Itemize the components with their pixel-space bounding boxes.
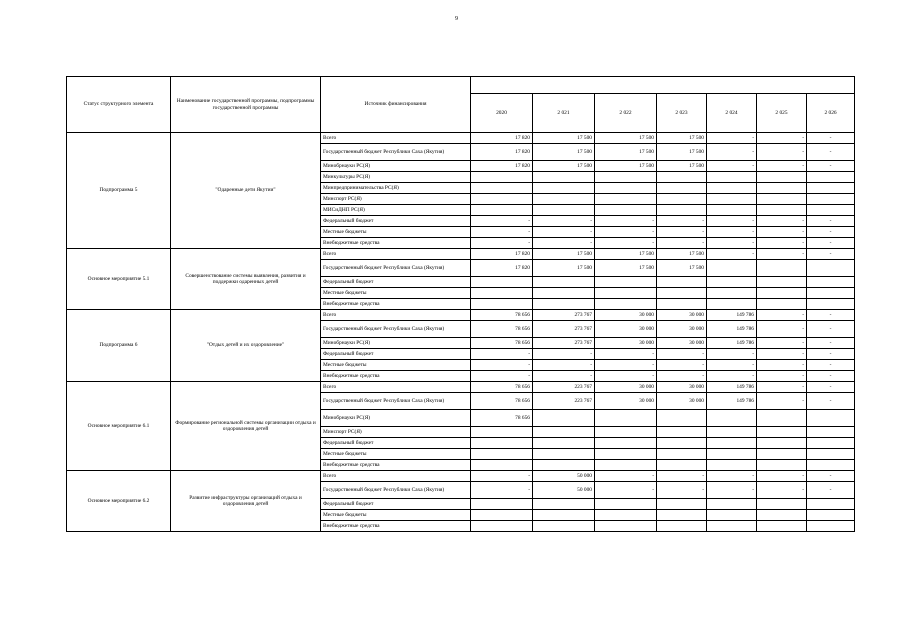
amount-cell	[757, 510, 807, 521]
amount-cell: 17 500	[533, 249, 595, 260]
amount-cell: 273 767	[533, 321, 595, 338]
amount-cell: -	[657, 216, 707, 227]
amount-cell: -	[757, 227, 807, 238]
funding-source: Минобрнауки РС(Я)	[321, 410, 471, 427]
amount-cell: -	[533, 216, 595, 227]
amount-cell: -	[471, 371, 533, 382]
amount-cell	[807, 288, 855, 299]
amount-cell: -	[657, 349, 707, 360]
amount-cell	[757, 277, 807, 288]
amount-cell: -	[471, 227, 533, 238]
amount-cell	[707, 299, 757, 310]
amount-cell: -	[595, 349, 657, 360]
header-year: 2 024	[707, 94, 757, 133]
amount-cell: -	[595, 371, 657, 382]
amount-cell	[471, 299, 533, 310]
amount-cell	[595, 410, 657, 427]
amount-cell: -	[757, 310, 807, 321]
amount-cell	[471, 194, 533, 205]
amount-cell: 17 500	[533, 144, 595, 161]
funding-source: Всего	[321, 310, 471, 321]
table-row	[67, 382, 855, 393]
amount-cell: 273 767	[533, 338, 595, 349]
funding-source: Местные бюджеты	[321, 227, 471, 238]
amount-cell	[657, 299, 707, 310]
amount-cell	[807, 510, 855, 521]
amount-cell	[471, 438, 533, 449]
amount-cell	[533, 194, 595, 205]
amount-cell: 17 500	[533, 133, 595, 144]
amount-cell: -	[657, 238, 707, 249]
amount-cell: -	[471, 471, 533, 482]
amount-cell: 50 000	[533, 482, 595, 499]
amount-cell: 30 000	[595, 382, 657, 393]
funding-source: Всего	[321, 471, 471, 482]
amount-cell	[471, 510, 533, 521]
amount-cell	[595, 449, 657, 460]
structural-element-status: Основное мероприятие 5.1	[67, 249, 171, 310]
amount-cell	[757, 183, 807, 194]
table-header	[67, 77, 855, 133]
amount-cell: 17 500	[595, 249, 657, 260]
amount-cell	[471, 288, 533, 299]
amount-cell	[707, 510, 757, 521]
amount-cell	[807, 427, 855, 438]
amount-cell	[757, 172, 807, 183]
amount-cell: -	[807, 227, 855, 238]
amount-cell	[657, 427, 707, 438]
table-body	[67, 133, 855, 532]
amount-cell	[807, 172, 855, 183]
amount-cell	[707, 183, 757, 194]
funding-source: Минпредпринимательства РС(Я)	[321, 183, 471, 194]
amount-cell	[757, 194, 807, 205]
header-year: 2 021	[533, 94, 595, 133]
amount-cell	[807, 260, 855, 277]
amount-cell: -	[757, 238, 807, 249]
header-years-group	[471, 77, 855, 94]
amount-cell	[707, 449, 757, 460]
amount-cell: 30 000	[595, 393, 657, 410]
amount-cell: -	[807, 471, 855, 482]
amount-cell	[471, 277, 533, 288]
amount-cell	[657, 499, 707, 510]
amount-cell: 78 656	[471, 393, 533, 410]
amount-cell: 30 000	[657, 382, 707, 393]
amount-cell: -	[595, 216, 657, 227]
amount-cell	[533, 460, 595, 471]
amount-cell: -	[807, 310, 855, 321]
amount-cell	[657, 183, 707, 194]
funding-source: Внебюджетные средства	[321, 299, 471, 310]
amount-cell: -	[757, 144, 807, 161]
amount-cell: -	[595, 482, 657, 499]
amount-cell	[757, 427, 807, 438]
amount-cell	[807, 460, 855, 471]
amount-cell: 50 000	[533, 471, 595, 482]
header-year: 2 022	[595, 94, 657, 133]
amount-cell: -	[595, 227, 657, 238]
amount-cell	[595, 183, 657, 194]
structural-element-status: Подпрограмма 5	[67, 133, 171, 249]
header-year: 2 026	[807, 94, 855, 133]
amount-cell	[807, 521, 855, 532]
amount-cell: -	[657, 471, 707, 482]
funding-source: Федеральный бюджет	[321, 349, 471, 360]
amount-cell: -	[757, 133, 807, 144]
funding-source: Минкультуры РС(Я)	[321, 172, 471, 183]
table-row	[67, 310, 855, 321]
amount-cell	[807, 499, 855, 510]
amount-cell: -	[757, 471, 807, 482]
amount-cell: -	[757, 371, 807, 382]
amount-cell: -	[707, 238, 757, 249]
amount-cell: -	[533, 371, 595, 382]
amount-cell: -	[595, 471, 657, 482]
amount-cell	[657, 288, 707, 299]
header-status: Статус структурного элемента	[67, 77, 171, 133]
amount-cell	[471, 427, 533, 438]
amount-cell	[533, 205, 595, 216]
amount-cell: -	[471, 216, 533, 227]
amount-cell: -	[757, 161, 807, 172]
amount-cell: -	[595, 360, 657, 371]
amount-cell	[533, 438, 595, 449]
amount-cell	[707, 521, 757, 532]
funding-source: Всего	[321, 382, 471, 393]
amount-cell: 17 500	[595, 133, 657, 144]
amount-cell: 78 656	[471, 338, 533, 349]
amount-cell: -	[707, 471, 757, 482]
amount-cell	[807, 205, 855, 216]
header-year: 2 025	[757, 94, 807, 133]
amount-cell: -	[707, 216, 757, 227]
amount-cell: 149 786	[707, 338, 757, 349]
amount-cell	[595, 288, 657, 299]
amount-cell	[707, 205, 757, 216]
funding-source: Местные бюджеты	[321, 449, 471, 460]
amount-cell: 223 767	[533, 393, 595, 410]
amount-cell	[471, 183, 533, 194]
funding-source: Государственный бюджет Республики Саха (Якутия)	[321, 260, 471, 277]
amount-cell: 78 656	[471, 382, 533, 393]
amount-cell: 149 786	[707, 310, 757, 321]
amount-cell	[595, 427, 657, 438]
table-row	[67, 471, 855, 482]
amount-cell: -	[657, 371, 707, 382]
amount-cell	[657, 510, 707, 521]
program-name: "Одаренные дети Якутии"	[171, 133, 321, 249]
amount-cell: 17 820	[471, 133, 533, 144]
amount-cell: -	[595, 238, 657, 249]
amount-cell	[595, 438, 657, 449]
amount-cell: -	[757, 360, 807, 371]
amount-cell: -	[757, 216, 807, 227]
amount-cell: 30 000	[595, 338, 657, 349]
amount-cell	[657, 449, 707, 460]
amount-cell	[707, 172, 757, 183]
amount-cell	[757, 521, 807, 532]
table-row	[67, 133, 855, 144]
funding-source: Местные бюджеты	[321, 360, 471, 371]
amount-cell	[595, 277, 657, 288]
amount-cell: -	[807, 216, 855, 227]
funding-source: Местные бюджеты	[321, 510, 471, 521]
amount-cell	[707, 288, 757, 299]
header-program-name: Наименование государственной программы, подпрограммы государственной программы	[171, 77, 321, 133]
amount-cell	[471, 449, 533, 460]
amount-cell: -	[757, 249, 807, 260]
amount-cell: -	[707, 249, 757, 260]
amount-cell	[533, 510, 595, 521]
amount-cell	[757, 499, 807, 510]
amount-cell	[533, 183, 595, 194]
amount-cell	[533, 499, 595, 510]
amount-cell: -	[757, 349, 807, 360]
amount-cell	[533, 410, 595, 427]
amount-cell: -	[807, 360, 855, 371]
amount-cell: -	[657, 227, 707, 238]
amount-cell	[707, 438, 757, 449]
structural-element-status: Основное мероприятие 6.2	[67, 471, 171, 532]
amount-cell: -	[707, 144, 757, 161]
amount-cell: 30 000	[657, 338, 707, 349]
amount-cell: -	[807, 349, 855, 360]
amount-cell	[757, 410, 807, 427]
amount-cell: 17 500	[657, 144, 707, 161]
amount-cell: -	[533, 227, 595, 238]
amount-cell: -	[807, 393, 855, 410]
amount-cell	[757, 449, 807, 460]
amount-cell	[471, 460, 533, 471]
amount-cell	[595, 172, 657, 183]
amount-cell	[707, 427, 757, 438]
funding-source: Внебюджетные средства	[321, 460, 471, 471]
amount-cell: -	[807, 161, 855, 172]
amount-cell: 17 820	[471, 161, 533, 172]
amount-cell: -	[471, 349, 533, 360]
amount-cell: -	[707, 349, 757, 360]
amount-cell	[595, 194, 657, 205]
amount-cell: -	[757, 321, 807, 338]
amount-cell	[533, 288, 595, 299]
amount-cell	[657, 438, 707, 449]
amount-cell: -	[707, 482, 757, 499]
amount-cell: -	[471, 482, 533, 499]
amount-cell	[807, 410, 855, 427]
amount-cell	[707, 260, 757, 277]
amount-cell: -	[757, 382, 807, 393]
amount-cell: 30 000	[595, 321, 657, 338]
amount-cell	[807, 438, 855, 449]
funding-source: Государственный бюджет Республики Саха (Якутия)	[321, 393, 471, 410]
program-name: "Отдых детей и их оздоровление"	[171, 310, 321, 382]
amount-cell: -	[707, 371, 757, 382]
amount-cell: -	[707, 360, 757, 371]
amount-cell	[471, 205, 533, 216]
funding-source: Государственный бюджет Республики Саха (Якутия)	[321, 144, 471, 161]
amount-cell	[757, 438, 807, 449]
amount-cell	[657, 521, 707, 532]
amount-cell	[595, 299, 657, 310]
amount-cell: -	[807, 382, 855, 393]
program-name: Развитие инфраструктуры организаций отдыха и оздоровления детей	[171, 471, 321, 532]
amount-cell: 149 786	[707, 393, 757, 410]
amount-cell: -	[533, 349, 595, 360]
amount-cell: 30 000	[657, 321, 707, 338]
amount-cell	[807, 299, 855, 310]
financing-table	[66, 76, 855, 532]
amount-cell	[707, 499, 757, 510]
structural-element-status: Подпрограмма 6	[67, 310, 171, 382]
amount-cell: -	[757, 338, 807, 349]
amount-cell	[533, 277, 595, 288]
funding-source: Минобрнауки РС(Я)	[321, 338, 471, 349]
amount-cell: -	[807, 133, 855, 144]
amount-cell	[595, 510, 657, 521]
amount-cell: 17 500	[657, 260, 707, 277]
funding-source: Всего	[321, 249, 471, 260]
funding-source: Местные бюджеты	[321, 288, 471, 299]
amount-cell: -	[807, 144, 855, 161]
amount-cell	[657, 410, 707, 427]
amount-cell: -	[807, 249, 855, 260]
header-year: 2020	[471, 94, 533, 133]
amount-cell: 17 500	[595, 260, 657, 277]
amount-cell: -	[757, 393, 807, 410]
amount-cell: -	[471, 238, 533, 249]
amount-cell	[595, 205, 657, 216]
amount-cell	[595, 521, 657, 532]
amount-cell	[533, 521, 595, 532]
amount-cell	[595, 499, 657, 510]
amount-cell: -	[807, 321, 855, 338]
table-row	[67, 249, 855, 260]
amount-cell	[707, 410, 757, 427]
amount-cell	[657, 194, 707, 205]
amount-cell	[707, 460, 757, 471]
amount-cell	[595, 460, 657, 471]
amount-cell	[471, 499, 533, 510]
amount-cell	[657, 172, 707, 183]
amount-cell: 30 000	[657, 393, 707, 410]
amount-cell: -	[707, 227, 757, 238]
amount-cell: -	[807, 371, 855, 382]
amount-cell	[657, 277, 707, 288]
amount-cell	[807, 449, 855, 460]
funding-source: Федеральный бюджет	[321, 277, 471, 288]
amount-cell: 17 820	[471, 260, 533, 277]
amount-cell: -	[707, 161, 757, 172]
amount-cell: 30 000	[657, 310, 707, 321]
amount-cell	[757, 460, 807, 471]
amount-cell: 17 500	[595, 144, 657, 161]
amount-cell: 223 767	[533, 382, 595, 393]
amount-cell: -	[757, 482, 807, 499]
amount-cell	[757, 288, 807, 299]
funding-source: МИСиДНП РС(Я)	[321, 205, 471, 216]
page-number: 9	[455, 16, 458, 22]
amount-cell: 273 767	[533, 310, 595, 321]
amount-cell	[707, 194, 757, 205]
amount-cell: 17 500	[657, 133, 707, 144]
amount-cell	[657, 205, 707, 216]
funding-source: Всего	[321, 133, 471, 144]
funding-source: Федеральный бюджет	[321, 499, 471, 510]
amount-cell	[533, 172, 595, 183]
amount-cell: -	[657, 482, 707, 499]
funding-source: Минспорт РС(Я)	[321, 427, 471, 438]
amount-cell	[757, 205, 807, 216]
amount-cell: 17 820	[471, 144, 533, 161]
amount-cell: -	[807, 338, 855, 349]
amount-cell: 17 500	[657, 249, 707, 260]
amount-cell: 17 500	[657, 161, 707, 172]
funding-source: Государственный бюджет Республики Саха (Якутия)	[321, 482, 471, 499]
amount-cell	[807, 183, 855, 194]
amount-cell	[533, 427, 595, 438]
header-funding-source: Источник финансирования	[321, 77, 471, 133]
amount-cell	[657, 460, 707, 471]
amount-cell: 78 656	[471, 321, 533, 338]
funding-source: Федеральный бюджет	[321, 438, 471, 449]
amount-cell	[757, 260, 807, 277]
amount-cell	[471, 172, 533, 183]
amount-cell: 30 000	[595, 310, 657, 321]
amount-cell: -	[807, 482, 855, 499]
program-name: Формирование региональной системы организации отдыха и оздоровления детей	[171, 382, 321, 471]
amount-cell: -	[807, 238, 855, 249]
amount-cell: -	[657, 360, 707, 371]
funding-source: Минспорт РС(Я)	[321, 194, 471, 205]
amount-cell: 78 656	[471, 310, 533, 321]
funding-source: Внебюджетные средства	[321, 238, 471, 249]
header-year: 2 023	[657, 94, 707, 133]
amount-cell: -	[533, 238, 595, 249]
funding-source: Минобрнауки РС(Я)	[321, 161, 471, 172]
funding-source: Федеральный бюджет	[321, 216, 471, 227]
amount-cell: 149 786	[707, 321, 757, 338]
amount-cell	[807, 277, 855, 288]
amount-cell: 149 786	[707, 382, 757, 393]
amount-cell	[757, 299, 807, 310]
amount-cell	[707, 277, 757, 288]
amount-cell	[471, 521, 533, 532]
amount-cell: 17 500	[533, 161, 595, 172]
amount-cell: 17 500	[533, 260, 595, 277]
structural-element-status: Основное мероприятие 6.1	[67, 382, 171, 471]
amount-cell: 17 820	[471, 249, 533, 260]
funding-source: Внебюджетные средства	[321, 521, 471, 532]
amount-cell: -	[471, 360, 533, 371]
amount-cell	[533, 449, 595, 460]
amount-cell: 17 500	[595, 161, 657, 172]
amount-cell	[807, 194, 855, 205]
amount-cell: -	[707, 133, 757, 144]
amount-cell: -	[533, 360, 595, 371]
program-name: Совершенствование системы выявления, развития и поддержки одаренных детей	[171, 249, 321, 310]
amount-cell: 78 656	[471, 410, 533, 427]
amount-cell	[533, 299, 595, 310]
funding-source: Государственный бюджет Республики Саха (Якутия)	[321, 321, 471, 338]
funding-source: Внебюджетные средства	[321, 371, 471, 382]
